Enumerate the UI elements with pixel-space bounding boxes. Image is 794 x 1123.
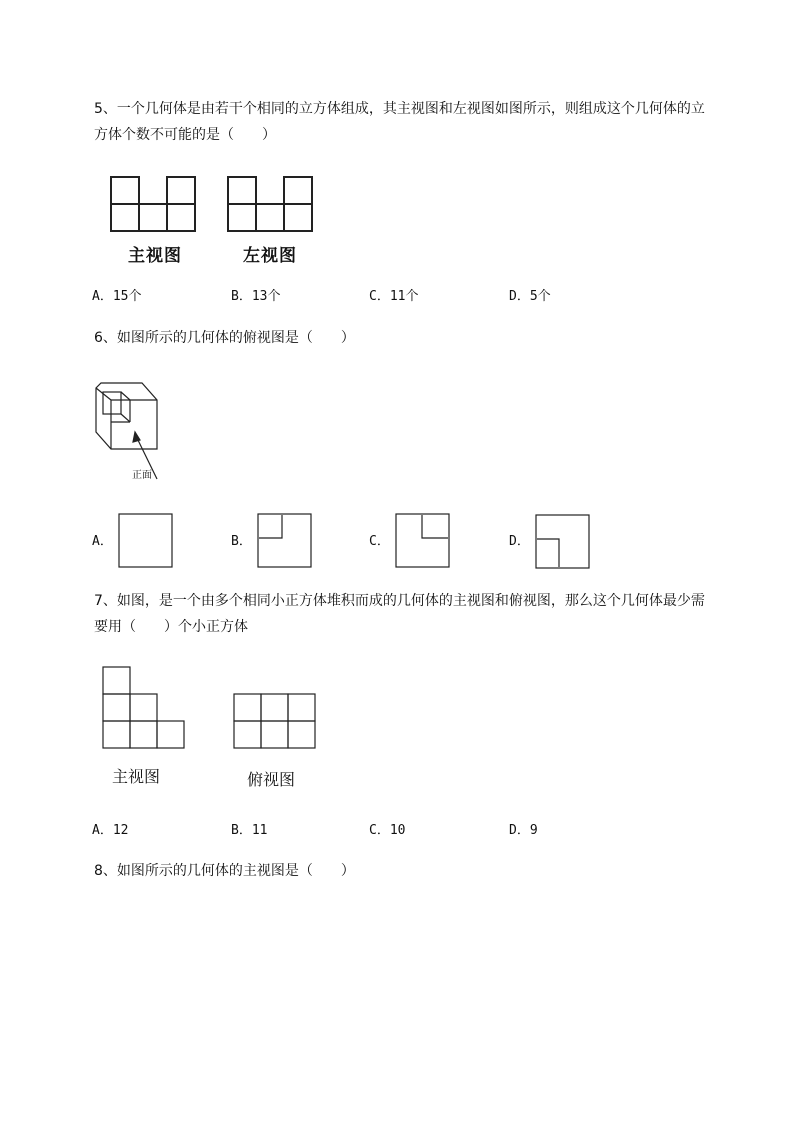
q6-option-b: B． [231, 534, 252, 549]
q7-option-d: D．9 [509, 823, 538, 838]
q6-option-c-figure [395, 513, 451, 569]
q7-top-view-label: 俯视图 [247, 770, 296, 789]
q6-text-line1: 6、如图所示的几何体的俯视图是（ ） [94, 330, 355, 346]
q7-text-line2: 要用（ ）个小正方体 [94, 619, 248, 635]
q7-text-line1: 7、如图，是一个由多个相同小正方体堆积而成的几何体的主视图和俯视图，那么这个几何体最少需 [94, 593, 705, 609]
q5-front-view-label: 主视图 [128, 246, 182, 266]
q6-option-a: A． [92, 534, 113, 549]
q6-solid-figure [94, 380, 164, 482]
q7-top-view-figure [233, 693, 317, 750]
q5-left-view-label: 左视图 [243, 246, 297, 266]
q6-option-d: D． [509, 534, 530, 549]
q5-left-view-figure [225, 174, 315, 234]
q5-option-b: B．13个 [231, 289, 281, 304]
q5-option-a: A．15个 [92, 289, 142, 304]
q5-option-d: D．5个 [509, 289, 551, 304]
q6-option-c: C． [369, 534, 390, 549]
q7-option-a: A．12 [92, 823, 129, 838]
q7-front-view-figure [102, 666, 186, 750]
q6-option-d-figure [535, 514, 591, 570]
q5-text-line1: 5、一个几何体是由若干个相同的立方体组成，其主视图和左视图如图所示，则组成这个几何体的立 [94, 101, 705, 117]
q7-front-view-label: 主视图 [112, 767, 161, 786]
q5-front-view-figure [108, 174, 198, 234]
q6-option-a-figure [118, 513, 174, 569]
q6-option-b-figure [257, 513, 313, 569]
q5-text-line2: 方体个数不可能的是（ ） [94, 127, 276, 143]
q8-text-line1: 8、如图所示的几何体的主视图是（ ） [94, 863, 355, 879]
q6-front-label: 正面 [132, 470, 152, 481]
q7-option-c: C．10 [369, 823, 406, 838]
q7-option-b: B．11 [231, 823, 268, 838]
q5-option-c: C．11个 [369, 289, 419, 304]
